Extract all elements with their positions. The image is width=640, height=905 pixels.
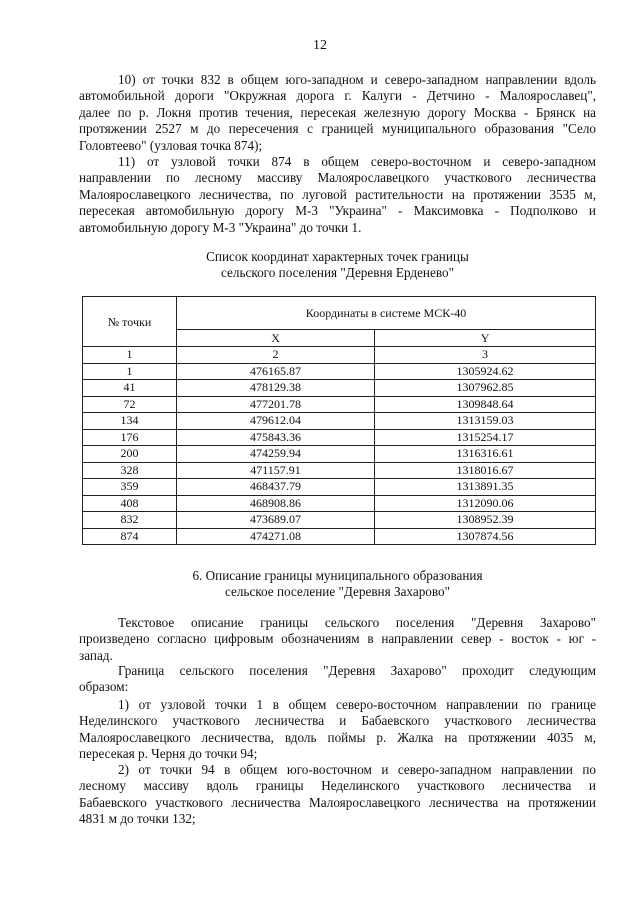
- item-2-paragraph: [79, 762, 596, 828]
- header-y: Y: [375, 330, 596, 347]
- point-cell: 1: [83, 363, 177, 380]
- paragraph-line: Граница сельского поселения "Деревня Захарово" проходит следующим: [118, 663, 596, 678]
- point-cell: 134: [83, 413, 177, 430]
- x-cell: 479612.04: [177, 413, 375, 430]
- paragraph-line: 4831 м до точки 132;: [79, 811, 196, 827]
- x-cell: 478129.38: [177, 380, 375, 397]
- table-caption-line: Список координат характерных точек границы: [206, 249, 469, 264]
- paragraph-line: произведено согласно цифровым обозначениям в направлении север - восток - юг -: [79, 631, 596, 647]
- table-row: [83, 380, 596, 397]
- intro-paragraph: [79, 615, 596, 664]
- paragraph-line: запад.: [79, 647, 113, 663]
- paragraph-line: пересекая р. Черня до точки 94;: [79, 746, 258, 762]
- paragraph-line: Бабаевского участкового лесничества Малоярославецкого лесничества на протяжении: [79, 794, 596, 810]
- header-point-number: № точки: [83, 297, 177, 347]
- x-cell: 473689.07: [177, 512, 375, 529]
- paragraph-line: Неделинского участкового лесничества и Бабаевского участкового лесничества: [79, 713, 596, 729]
- index-cell: 2: [177, 347, 375, 364]
- section-heading-line: сельское поселение "Деревня Захарово": [224, 584, 451, 600]
- paragraph-line: автомобильную дорогу М-3 "Украина" до точки 1.: [79, 219, 362, 235]
- y-cell: 1308952.39: [375, 512, 596, 529]
- y-cell: 1307962.85: [375, 380, 596, 397]
- section-heading: [79, 568, 596, 601]
- y-cell: 1312090.06: [375, 495, 596, 512]
- table-row: [83, 396, 596, 413]
- table-caption: [79, 249, 596, 282]
- point-cell: 176: [83, 429, 177, 446]
- y-cell: 1316316.61: [375, 446, 596, 463]
- table-row: [83, 429, 596, 446]
- y-cell: 1313159.03: [375, 413, 596, 430]
- y-cell: 1309848.64: [375, 396, 596, 413]
- x-cell: 474271.08: [177, 528, 375, 545]
- page-number: 12: [313, 38, 327, 53]
- point-cell: 200: [83, 446, 177, 463]
- paragraph-line: 11) от узловой точки 874 в общем северо-восточном и северо-западном: [118, 154, 596, 169]
- section-heading-line: 6. Описание границы муниципального образования: [192, 568, 483, 583]
- table-row: [83, 479, 596, 496]
- paragraph-line: Малоярославецкого лесничества, по луговой растительности на протяжении 3535 м,: [79, 186, 596, 202]
- header-coordinates: Координаты в системе МСК-40: [177, 297, 596, 330]
- x-cell: 476165.87: [177, 363, 375, 380]
- paragraph-line: Малоярославецкого лесничества, вдоль поймы р. Жалка на протяжении 4035 м,: [79, 729, 596, 745]
- table-row: [83, 495, 596, 512]
- paragraph-line: 10) от точки 832 в общем юго-западном и северо-западном направлении вдоль: [118, 72, 596, 87]
- x-cell: 474259.94: [177, 446, 375, 463]
- y-cell: 1315254.17: [375, 429, 596, 446]
- y-cell: 1307874.56: [375, 528, 596, 545]
- table-row: [83, 363, 596, 380]
- item-1-paragraph: [79, 697, 596, 763]
- passes-paragraph: [79, 663, 596, 696]
- index-cell: 3: [375, 347, 596, 364]
- paragraph-line: пересекая автомобильную дорогу М-3 "Украина" - Максимовка - Подполково и: [79, 203, 596, 219]
- x-cell: 475843.36: [177, 429, 375, 446]
- paragraph-line: 2) от точки 94 в общем юго-восточном и северо-западном направлении по: [118, 762, 596, 777]
- coordinates-table: [82, 296, 596, 545]
- point-cell: 328: [83, 462, 177, 479]
- table-row: [83, 413, 596, 430]
- paragraph-line: протяжении 2527 м до пересечения с границей муниципального образования "Село: [79, 121, 596, 137]
- index-cell: 1: [83, 347, 177, 364]
- paragraph-10: [79, 72, 596, 154]
- table-row: [83, 528, 596, 545]
- paragraph-line: автомобильной дороги "Окружная дорога г. Калуги - Детчино - Малоярославец",: [79, 88, 596, 104]
- point-cell: 408: [83, 495, 177, 512]
- table-row: [83, 446, 596, 463]
- paragraph-line: направлении по лесному массиву Малоярославецкого участкового лесничества: [79, 170, 596, 186]
- point-cell: 874: [83, 528, 177, 545]
- paragraph-11: [79, 154, 596, 236]
- y-cell: 1305924.62: [375, 363, 596, 380]
- x-cell: 471157.91: [177, 462, 375, 479]
- paragraph-line: Головтеево" (узловая точка 874);: [79, 137, 263, 153]
- table-caption-line: сельского поселения "Деревня Ерденево": [221, 265, 454, 281]
- x-cell: 468437.79: [177, 479, 375, 496]
- x-cell: 468908.86: [177, 495, 375, 512]
- y-cell: 1313891.35: [375, 479, 596, 496]
- paragraph-line: образом:: [79, 679, 129, 695]
- point-cell: 359: [83, 479, 177, 496]
- point-cell: 41: [83, 380, 177, 397]
- paragraph-line: далее по р. Локня против течения, пересекая железную дорогу Москва - Брянск на: [79, 104, 596, 120]
- table-row: [83, 512, 596, 529]
- x-cell: 477201.78: [177, 396, 375, 413]
- paragraph-line: лесному массиву вдоль границы Неделинского участкового лесничества и: [79, 778, 596, 794]
- point-cell: 72: [83, 396, 177, 413]
- y-cell: 1318016.67: [375, 462, 596, 479]
- point-cell: 832: [83, 512, 177, 529]
- paragraph-line: Текстовое описание границы сельского поселения "Деревня Захарово": [118, 615, 596, 630]
- table-row: [83, 462, 596, 479]
- header-x: X: [177, 330, 375, 347]
- paragraph-line: 1) от узловой точки 1 в общем северо-восточном направлении по границе: [118, 697, 596, 712]
- table-index-row: [83, 347, 596, 364]
